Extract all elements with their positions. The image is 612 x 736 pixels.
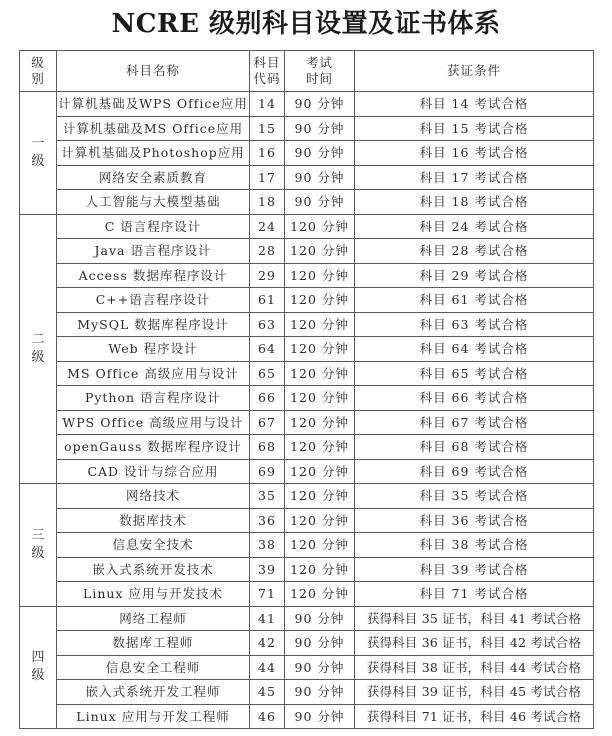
level-char: 二 bbox=[31, 331, 45, 347]
subject-name-cell: 计算机基础及Photoshop应用 bbox=[57, 141, 250, 166]
certification-condition-cell: 科目 38 考试合格 bbox=[355, 533, 594, 558]
subject-code-cell: 28 bbox=[250, 239, 285, 264]
level-cell-level-3 bbox=[20, 484, 57, 607]
subject-name-cell: 计算机基础及WPS Office应用 bbox=[57, 92, 250, 117]
subject-code-cell: 63 bbox=[250, 312, 285, 337]
certification-condition-cell: 科目 39 考试合格 bbox=[355, 557, 594, 582]
subject-code-cell: 69 bbox=[250, 459, 285, 484]
subject-name-cell: 嵌入式系统开发工程师 bbox=[57, 680, 250, 705]
header-code: 科目 代码 bbox=[250, 51, 285, 92]
subject-code-cell: 46 bbox=[250, 704, 285, 729]
certification-condition-cell: 科目 18 考试合格 bbox=[355, 190, 594, 215]
level-char: 三 bbox=[31, 527, 45, 543]
exam-time-cell: 90 分钟 bbox=[285, 190, 355, 215]
subject-name-cell: Web 程序设计 bbox=[57, 337, 250, 362]
certification-condition-cell: 获得科目 38 证书，科目 44 考试合格 bbox=[355, 655, 594, 680]
header-condition: 获证条件 bbox=[355, 51, 594, 92]
subject-code-cell: 16 bbox=[250, 141, 285, 166]
table-row bbox=[20, 459, 594, 484]
table-row bbox=[20, 704, 594, 729]
exam-time-cell: 120 分钟 bbox=[285, 288, 355, 313]
exam-time-cell: 120 分钟 bbox=[285, 557, 355, 582]
table-header bbox=[20, 51, 594, 92]
subject-code-cell: 14 bbox=[250, 92, 285, 117]
subject-code-cell: 66 bbox=[250, 386, 285, 411]
subject-name-cell: 嵌入式系统开发技术 bbox=[57, 557, 250, 582]
exam-time-cell: 90 分钟 bbox=[285, 655, 355, 680]
header-row bbox=[20, 51, 594, 92]
table-row bbox=[20, 141, 594, 166]
level-char: 级 bbox=[31, 668, 45, 684]
certification-condition-cell: 科目 63 考试合格 bbox=[355, 312, 594, 337]
subject-name-cell: Linux 应用与开发工程师 bbox=[57, 704, 250, 729]
table-row bbox=[20, 386, 594, 411]
subject-name-cell: MS Office 高级应用与设计 bbox=[57, 361, 250, 386]
table-row bbox=[20, 533, 594, 558]
certification-condition-cell: 获得科目 35 证书，科目 41 考试合格 bbox=[355, 606, 594, 631]
subject-code-cell: 45 bbox=[250, 680, 285, 705]
subject-name-cell: Linux 应用与开发技术 bbox=[57, 582, 250, 607]
subject-name-cell: Java 语言程序设计 bbox=[57, 239, 250, 264]
exam-time-cell: 90 分钟 bbox=[285, 92, 355, 117]
subject-code-cell: 29 bbox=[250, 263, 285, 288]
certification-condition-cell: 科目 67 考试合格 bbox=[355, 410, 594, 435]
subject-name-cell: 信息安全工程师 bbox=[57, 655, 250, 680]
subject-code-cell: 68 bbox=[250, 435, 285, 460]
exam-time-cell: 90 分钟 bbox=[285, 680, 355, 705]
table-row bbox=[20, 557, 594, 582]
document-title: NCRE 级别科目设置及证书体系 bbox=[111, 9, 501, 39]
table-row bbox=[20, 508, 594, 533]
certification-condition-cell: 科目 61 考试合格 bbox=[355, 288, 594, 313]
subject-name-cell: 人工智能与大模型基础 bbox=[57, 190, 250, 215]
subject-code-cell: 35 bbox=[250, 484, 285, 509]
table-row bbox=[20, 631, 594, 656]
exam-time-cell: 120 分钟 bbox=[285, 337, 355, 362]
certification-condition-cell: 科目 36 考试合格 bbox=[355, 508, 594, 533]
exam-time-cell: 90 分钟 bbox=[285, 631, 355, 656]
subject-name-cell: C++语言程序设计 bbox=[57, 288, 250, 313]
subject-name-cell: 数据库技术 bbox=[57, 508, 250, 533]
exam-time-cell: 90 分钟 bbox=[285, 165, 355, 190]
exam-time-cell: 120 分钟 bbox=[285, 508, 355, 533]
level-char: 级 bbox=[31, 545, 45, 561]
subject-code-cell: 65 bbox=[250, 361, 285, 386]
table-row bbox=[20, 337, 594, 362]
table-row bbox=[20, 410, 594, 435]
exam-time-cell: 120 分钟 bbox=[285, 410, 355, 435]
certification-condition-cell: 科目 69 考试合格 bbox=[355, 459, 594, 484]
exam-time-cell: 120 分钟 bbox=[285, 214, 355, 239]
subject-code-cell: 42 bbox=[250, 631, 285, 656]
certification-condition-cell: 获得科目 36 证书，科目 42 考试合格 bbox=[355, 631, 594, 656]
table-row bbox=[20, 484, 594, 509]
level-cell-level-2 bbox=[20, 214, 57, 484]
ncre-subject-table bbox=[19, 50, 594, 729]
subject-code-cell: 71 bbox=[250, 582, 285, 607]
exam-time-cell: 120 分钟 bbox=[285, 263, 355, 288]
subject-name-cell: 网络安全素质教育 bbox=[57, 165, 250, 190]
certification-condition-cell: 科目 66 考试合格 bbox=[355, 386, 594, 411]
subject-name-cell: Access 数据库程序设计 bbox=[57, 263, 250, 288]
certification-condition-cell: 科目 14 考试合格 bbox=[355, 92, 594, 117]
certification-condition-cell: 科目 16 考试合格 bbox=[355, 141, 594, 166]
level-char: 四 bbox=[31, 650, 45, 666]
table-row bbox=[20, 435, 594, 460]
exam-time-cell: 120 分钟 bbox=[285, 361, 355, 386]
table-row bbox=[20, 190, 594, 215]
subject-code-cell: 41 bbox=[250, 606, 285, 631]
exam-time-cell: 120 分钟 bbox=[285, 239, 355, 264]
certification-condition-cell: 科目 15 考试合格 bbox=[355, 116, 594, 141]
exam-time-cell: 90 分钟 bbox=[285, 116, 355, 141]
table-row bbox=[20, 288, 594, 313]
table-row bbox=[20, 312, 594, 337]
table-row bbox=[20, 214, 594, 239]
exam-time-cell: 90 分钟 bbox=[285, 606, 355, 631]
subject-code-cell: 24 bbox=[250, 214, 285, 239]
subject-name-cell: C 语言程序设计 bbox=[57, 214, 250, 239]
subject-code-cell: 44 bbox=[250, 655, 285, 680]
subject-name-cell: WPS Office 高级应用与设计 bbox=[57, 410, 250, 435]
subject-name-cell: 信息安全技术 bbox=[57, 533, 250, 558]
certification-condition-cell: 科目 65 考试合格 bbox=[355, 361, 594, 386]
certification-condition-cell: 科目 64 考试合格 bbox=[355, 337, 594, 362]
exam-time-cell: 120 分钟 bbox=[285, 386, 355, 411]
level-cell-level-1 bbox=[20, 92, 57, 215]
subject-name-cell: 计算机基础及MS Office应用 bbox=[57, 116, 250, 141]
level-cell-level-4 bbox=[20, 606, 57, 729]
certification-condition-cell: 科目 68 考试合格 bbox=[355, 435, 594, 460]
subject-code-cell: 17 bbox=[250, 165, 285, 190]
exam-time-cell: 120 分钟 bbox=[285, 459, 355, 484]
certification-condition-cell: 科目 71 考试合格 bbox=[355, 582, 594, 607]
subject-name-cell: openGauss 数据库程序设计 bbox=[57, 435, 250, 460]
exam-time-cell: 120 分钟 bbox=[285, 533, 355, 558]
certification-condition-cell: 获得科目 71 证书，科目 46 考试合格 bbox=[355, 704, 594, 729]
subject-code-cell: 67 bbox=[250, 410, 285, 435]
table-row bbox=[20, 655, 594, 680]
header-subject-name: 科目名称 bbox=[57, 51, 250, 92]
exam-time-cell: 90 分钟 bbox=[285, 141, 355, 166]
table-row bbox=[20, 606, 594, 631]
table-row bbox=[20, 680, 594, 705]
subject-name-cell: MySQL 数据库程序设计 bbox=[57, 312, 250, 337]
certification-condition-cell: 科目 28 考试合格 bbox=[355, 239, 594, 264]
certification-condition-cell: 科目 24 考试合格 bbox=[355, 214, 594, 239]
header-level: 级 别 bbox=[20, 51, 57, 92]
certification-condition-cell: 获得科目 39 证书，科目 45 考试合格 bbox=[355, 680, 594, 705]
level-char: 级 bbox=[31, 153, 45, 169]
subject-code-cell: 38 bbox=[250, 533, 285, 558]
table-row bbox=[20, 361, 594, 386]
table-row bbox=[20, 92, 594, 117]
certification-condition-cell: 科目 17 考试合格 bbox=[355, 165, 594, 190]
table-row bbox=[20, 263, 594, 288]
exam-time-cell: 120 分钟 bbox=[285, 435, 355, 460]
certification-condition-cell: 科目 29 考试合格 bbox=[355, 263, 594, 288]
table-row bbox=[20, 116, 594, 141]
header-time: 考试 时间 bbox=[285, 51, 355, 92]
exam-time-cell: 120 分钟 bbox=[285, 582, 355, 607]
subject-name-cell: 网络工程师 bbox=[57, 606, 250, 631]
subject-code-cell: 18 bbox=[250, 190, 285, 215]
subject-name-cell: Python 语言程序设计 bbox=[57, 386, 250, 411]
exam-time-cell: 120 分钟 bbox=[285, 312, 355, 337]
certification-condition-cell: 科目 35 考试合格 bbox=[355, 484, 594, 509]
exam-time-cell: 90 分钟 bbox=[285, 704, 355, 729]
subject-name-cell: 数据库工程师 bbox=[57, 631, 250, 656]
subject-code-cell: 36 bbox=[250, 508, 285, 533]
table-body bbox=[20, 92, 594, 729]
table-row bbox=[20, 582, 594, 607]
exam-time-cell: 120 分钟 bbox=[285, 484, 355, 509]
table-row bbox=[20, 165, 594, 190]
subject-name-cell: 网络技术 bbox=[57, 484, 250, 509]
subject-code-cell: 64 bbox=[250, 337, 285, 362]
table-row bbox=[20, 239, 594, 264]
subject-code-cell: 39 bbox=[250, 557, 285, 582]
subject-code-cell: 61 bbox=[250, 288, 285, 313]
subject-code-cell: 15 bbox=[250, 116, 285, 141]
level-char: 级 bbox=[31, 349, 45, 365]
level-char: 一 bbox=[31, 135, 45, 151]
subject-name-cell: CAD 设计与综合应用 bbox=[57, 459, 250, 484]
